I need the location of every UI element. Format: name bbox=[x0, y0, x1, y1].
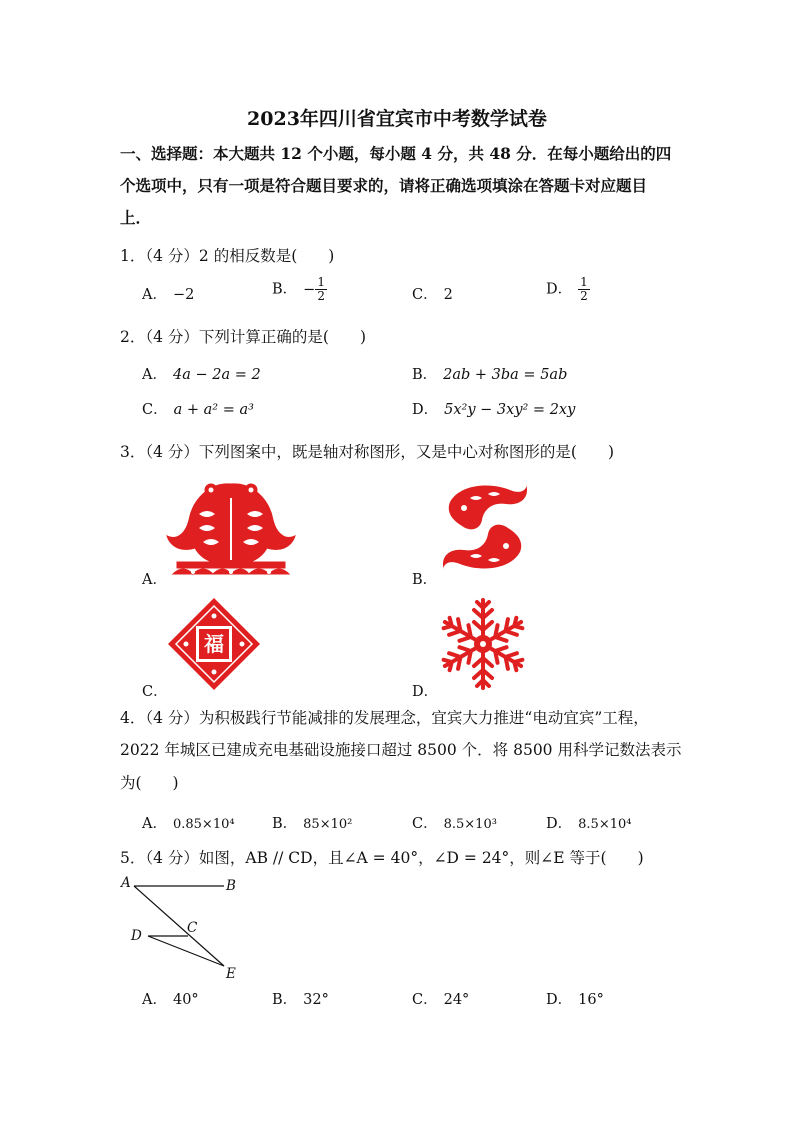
option-label: D． bbox=[546, 816, 573, 832]
page-title: 2023年四川省宜宾市中考数学试卷 bbox=[247, 108, 547, 130]
option-label: B． bbox=[272, 281, 298, 298]
option-value: 8.5×10³ bbox=[443, 817, 497, 832]
option-value: 32° bbox=[303, 992, 329, 1008]
question-5-stem: 5．（4 分）如图，AB // CD，且∠A = 40°，∠D = 24°，则∠E 等于( ) bbox=[120, 849, 644, 867]
question-4-line2: 2022 年城区已建成充电基础设施接口超过 8500 个．将 8500 用科学记数法表示 bbox=[120, 741, 682, 759]
option-label: C． bbox=[412, 816, 438, 832]
q1-option-c bbox=[412, 283, 453, 304]
option-label: D． bbox=[412, 402, 439, 418]
option-value: 40° bbox=[172, 992, 199, 1008]
q4-option-a bbox=[142, 812, 235, 833]
q5-option-d bbox=[546, 988, 604, 1009]
question-4-line1: 4．（4 分）为积极践行节能减排的发展理念，宜宾大力推进“电动宜宾”工程， bbox=[120, 709, 649, 727]
segment-ae bbox=[134, 886, 224, 966]
fraction-denominator: 2 bbox=[317, 289, 325, 303]
point-b-label: B bbox=[226, 878, 236, 894]
fu-character: 福 bbox=[204, 632, 224, 656]
section-instructions-line2: 个选项中，只有一项是符合题目要求的，请将正确选项填涂在答题卡对应题目 bbox=[120, 176, 648, 195]
q4-option-c bbox=[412, 812, 497, 833]
point-a-label: A bbox=[121, 875, 131, 891]
q5-option-c bbox=[412, 988, 469, 1009]
q2-option-b bbox=[412, 363, 567, 384]
q3-option-b-label: B． bbox=[412, 572, 438, 588]
point-e-label: E bbox=[226, 966, 236, 982]
paper-cut-twin-fish bbox=[163, 478, 299, 580]
fraction-numerator: 1 bbox=[317, 275, 325, 289]
paper-cut-swirl-fish bbox=[440, 482, 530, 572]
option-label: C． bbox=[412, 287, 438, 303]
option-value: 24° bbox=[443, 992, 470, 1008]
q1-option-b bbox=[272, 276, 327, 303]
option-value: 85×10² bbox=[303, 817, 353, 832]
option-label: B． bbox=[412, 367, 438, 383]
question-4-line3: 为( ) bbox=[120, 774, 179, 792]
option-value: 16° bbox=[578, 992, 604, 1008]
q2-option-c bbox=[142, 398, 254, 419]
q3-option-c-label: C． bbox=[142, 684, 168, 700]
point-c-label: C bbox=[187, 920, 198, 936]
q2-option-a bbox=[142, 363, 261, 384]
q2-option-d bbox=[412, 398, 575, 419]
option-value: a + a² = a³ bbox=[173, 402, 254, 418]
option-label: A． bbox=[142, 992, 167, 1008]
q5-option-b bbox=[272, 988, 329, 1009]
q3-option-d-label: D． bbox=[412, 684, 439, 700]
fraction bbox=[578, 276, 590, 303]
q5-option-a bbox=[142, 988, 199, 1009]
paper-cut-snowflake bbox=[440, 596, 526, 692]
q4-option-d bbox=[546, 812, 631, 833]
option-label: A． bbox=[142, 287, 167, 303]
question-3-stem: 3．（4 分）下列图案中，既是轴对称图形，又是中心对称图形的是( ) bbox=[120, 443, 614, 461]
segment-de bbox=[148, 936, 224, 966]
question-1-stem: 1．（4 分）2 的相反数是( ) bbox=[120, 247, 335, 265]
option-value: 4a − 2a = 2 bbox=[172, 367, 261, 383]
option-value: 5x²y − 3xy² = 2xy bbox=[444, 402, 576, 418]
option-value: 2ab + 3ba = 5ab bbox=[443, 367, 568, 383]
option-value: 8.5×10⁴ bbox=[578, 817, 632, 832]
option-label: B． bbox=[272, 992, 298, 1008]
fraction-numerator: 1 bbox=[580, 275, 588, 289]
q3-option-a-label: A． bbox=[142, 572, 167, 588]
fraction bbox=[315, 276, 327, 303]
option-value: −2 bbox=[172, 287, 195, 303]
option-label: D． bbox=[546, 281, 573, 298]
section-instructions-line3: 上． bbox=[120, 208, 152, 227]
option-label: C． bbox=[142, 402, 168, 418]
option-label: B． bbox=[272, 816, 298, 832]
minus-sign: − bbox=[303, 281, 316, 298]
section-instructions-line1: 一、选择题：本大题共 12 个小题，每小题 4 分，共 48 分．在每小题给出的四 bbox=[120, 144, 672, 163]
option-value: 2 bbox=[443, 287, 453, 303]
q1-option-d bbox=[546, 276, 590, 303]
q4-option-b bbox=[272, 812, 352, 833]
option-label: A． bbox=[142, 816, 167, 832]
option-value: 0.85×10⁴ bbox=[172, 817, 235, 832]
option-label: A． bbox=[142, 367, 167, 383]
option-label: C． bbox=[412, 992, 438, 1008]
point-d-label: D bbox=[131, 928, 142, 944]
fraction-denominator: 2 bbox=[580, 289, 588, 303]
q1-option-a bbox=[142, 283, 194, 304]
question-2-stem: 2．（4 分）下列计算正确的是( ) bbox=[120, 328, 366, 346]
option-label: D． bbox=[546, 992, 573, 1008]
